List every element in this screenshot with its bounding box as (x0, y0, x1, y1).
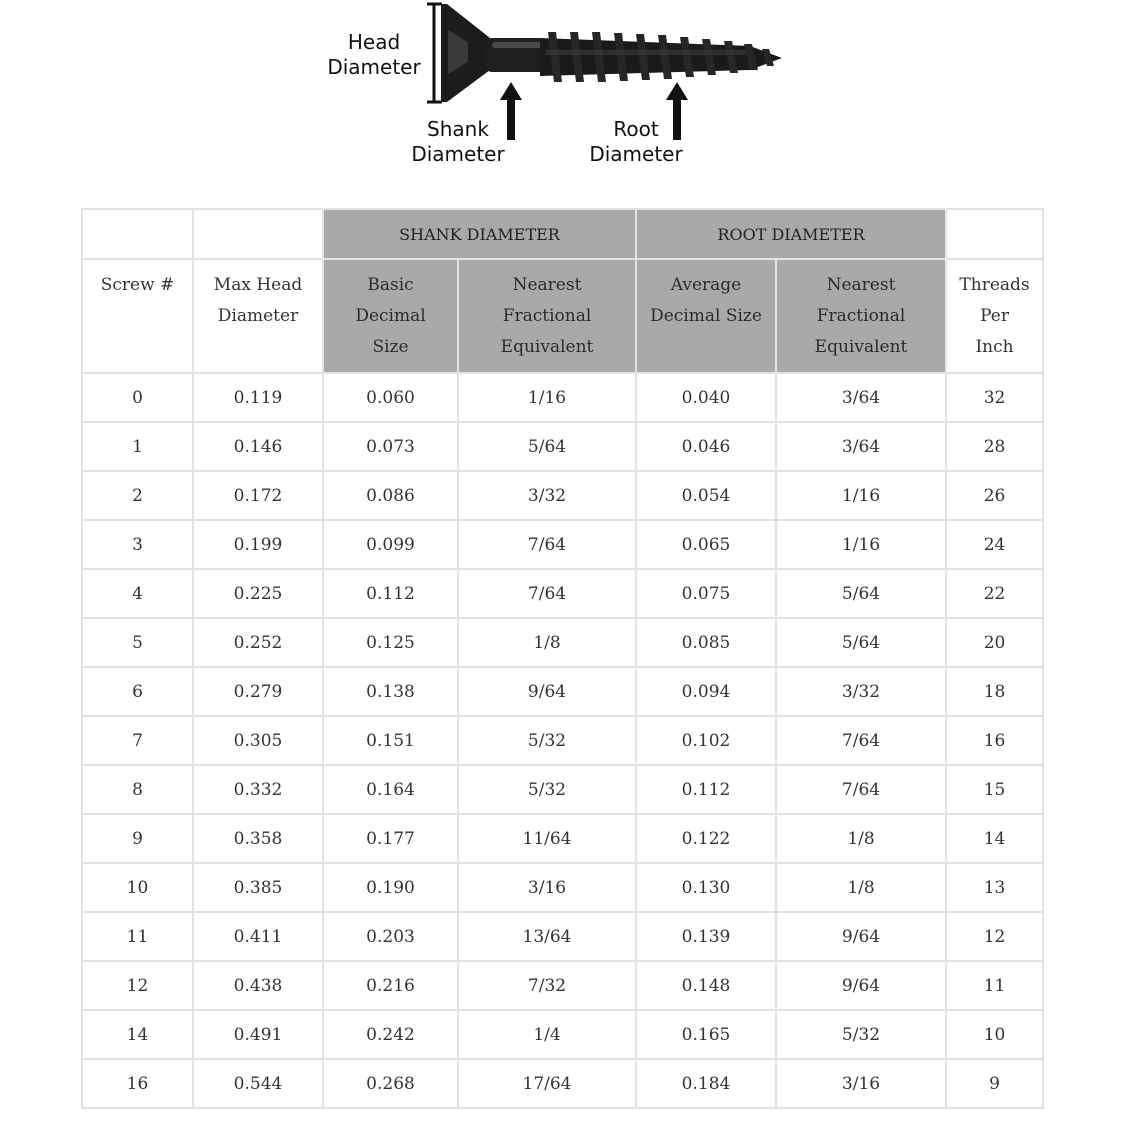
cell-screw-number: 2 (82, 471, 193, 520)
cell-shank-basic-decimal: 0.177 (323, 814, 458, 863)
cell-threads-per-inch: 28 (946, 422, 1043, 471)
table-row (82, 912, 1043, 961)
cell-screw-number: 1 (82, 422, 193, 471)
cell-shank-fractional: 5/64 (458, 422, 636, 471)
table-row (82, 765, 1043, 814)
col-header-line: Decimal (355, 306, 426, 326)
cell-shank-basic-decimal: 0.242 (323, 1010, 458, 1059)
group-header-row (82, 209, 1043, 259)
cell-max-head-diameter: 0.119 (193, 373, 323, 422)
table-row (82, 520, 1043, 569)
cell-root-average-decimal: 0.102 (636, 716, 776, 765)
cell-root-fractional: 7/64 (776, 716, 946, 765)
cell-shank-fractional: 3/32 (458, 471, 636, 520)
col-header-line: Nearest (512, 275, 582, 295)
col-header-line: Equivalent (814, 337, 908, 357)
cell-max-head-diameter: 0.172 (193, 471, 323, 520)
cell-shank-fractional: 7/32 (458, 961, 636, 1010)
cell-shank-basic-decimal: 0.073 (323, 422, 458, 471)
cell-max-head-diameter: 0.385 (193, 863, 323, 912)
cell-screw-number: 16 (82, 1059, 193, 1108)
cell-shank-fractional: 3/16 (458, 863, 636, 912)
cell-screw-number: 8 (82, 765, 193, 814)
cell-shank-basic-decimal: 0.268 (323, 1059, 458, 1108)
cell-screw-number: 3 (82, 520, 193, 569)
cell-root-fractional: 3/64 (776, 422, 946, 471)
cell-root-fractional: 1/8 (776, 863, 946, 912)
cell-root-fractional: 3/32 (776, 667, 946, 716)
cell-root-average-decimal: 0.046 (636, 422, 776, 471)
group-header-blank (946, 209, 1043, 259)
table-row (82, 569, 1043, 618)
cell-screw-number: 10 (82, 863, 193, 912)
table-row (82, 1010, 1043, 1059)
cell-screw-number: 0 (82, 373, 193, 422)
table-row (82, 814, 1043, 863)
col-header-screw-number (82, 259, 193, 373)
cell-root-fractional: 1/8 (776, 814, 946, 863)
screw-size-table (81, 208, 1044, 1109)
col-header-line: Per (980, 306, 1009, 326)
cell-root-average-decimal: 0.040 (636, 373, 776, 422)
cell-shank-fractional: 17/64 (458, 1059, 636, 1108)
col-header-line: Fractional (502, 306, 592, 326)
cell-max-head-diameter: 0.491 (193, 1010, 323, 1059)
cell-max-head-diameter: 0.544 (193, 1059, 323, 1108)
screw-illustration (0, 0, 1134, 200)
cell-root-fractional: 9/64 (776, 912, 946, 961)
col-header-threads-per-inch (946, 259, 1043, 373)
cell-max-head-diameter: 0.146 (193, 422, 323, 471)
root-diameter-group-header: ROOT DIAMETER (636, 209, 946, 259)
table-row (82, 422, 1043, 471)
cell-root-fractional: 9/64 (776, 961, 946, 1010)
column-header-row (82, 259, 1043, 373)
cell-threads-per-inch: 9 (946, 1059, 1043, 1108)
col-header-line: Threads (959, 275, 1030, 295)
cell-root-average-decimal: 0.075 (636, 569, 776, 618)
cell-shank-fractional: 5/32 (458, 716, 636, 765)
cell-root-average-decimal: 0.122 (636, 814, 776, 863)
cell-root-fractional: 5/64 (776, 618, 946, 667)
cell-root-fractional: 3/64 (776, 373, 946, 422)
col-header-line: Max Head (213, 275, 303, 295)
cell-shank-basic-decimal: 0.216 (323, 961, 458, 1010)
cell-threads-per-inch: 14 (946, 814, 1043, 863)
col-header-line: Nearest (826, 275, 896, 295)
table-row (82, 667, 1043, 716)
cell-max-head-diameter: 0.358 (193, 814, 323, 863)
cell-max-head-diameter: 0.279 (193, 667, 323, 716)
cell-root-average-decimal: 0.065 (636, 520, 776, 569)
col-header-line: Fractional (816, 306, 906, 326)
cell-root-fractional: 3/16 (776, 1059, 946, 1108)
col-header-line: Screw # (100, 275, 175, 295)
cell-root-average-decimal: 0.148 (636, 961, 776, 1010)
table-row (82, 716, 1043, 765)
cell-screw-number: 5 (82, 618, 193, 667)
cell-root-fractional: 5/64 (776, 569, 946, 618)
cell-threads-per-inch: 16 (946, 716, 1043, 765)
table-row (82, 471, 1043, 520)
cell-max-head-diameter: 0.332 (193, 765, 323, 814)
cell-shank-basic-decimal: 0.125 (323, 618, 458, 667)
cell-threads-per-inch: 32 (946, 373, 1043, 422)
table-body (82, 373, 1043, 1108)
col-header-line: Average (670, 275, 742, 295)
col-header-line: Basic (367, 275, 414, 295)
cell-screw-number: 11 (82, 912, 193, 961)
col-header-line: Size (372, 337, 409, 357)
cell-max-head-diameter: 0.225 (193, 569, 323, 618)
cell-threads-per-inch: 18 (946, 667, 1043, 716)
table-row (82, 863, 1043, 912)
group-header-blank (193, 209, 323, 259)
col-header-line: Inch (975, 337, 1014, 357)
col-header-shank-basic-decimal (323, 259, 458, 373)
cell-shank-basic-decimal: 0.099 (323, 520, 458, 569)
cell-threads-per-inch: 22 (946, 569, 1043, 618)
cell-screw-number: 14 (82, 1010, 193, 1059)
cell-root-average-decimal: 0.085 (636, 618, 776, 667)
cell-shank-basic-decimal: 0.190 (323, 863, 458, 912)
cell-shank-basic-decimal: 0.086 (323, 471, 458, 520)
cell-threads-per-inch: 11 (946, 961, 1043, 1010)
cell-max-head-diameter: 0.199 (193, 520, 323, 569)
cell-shank-basic-decimal: 0.151 (323, 716, 458, 765)
cell-shank-fractional: 13/64 (458, 912, 636, 961)
table-row (82, 961, 1043, 1010)
cell-max-head-diameter: 0.411 (193, 912, 323, 961)
col-header-line: Decimal Size (650, 306, 762, 326)
cell-shank-fractional: 9/64 (458, 667, 636, 716)
cell-screw-number: 12 (82, 961, 193, 1010)
root-diameter-label: Root Diameter (589, 117, 683, 166)
cell-max-head-diameter: 0.438 (193, 961, 323, 1010)
cell-root-average-decimal: 0.094 (636, 667, 776, 716)
cell-root-average-decimal: 0.130 (636, 863, 776, 912)
cell-shank-fractional: 7/64 (458, 569, 636, 618)
cell-threads-per-inch: 26 (946, 471, 1043, 520)
cell-shank-fractional: 1/16 (458, 373, 636, 422)
col-header-line: Equivalent (500, 337, 594, 357)
col-header-line: Diameter (217, 306, 299, 326)
cell-max-head-diameter: 0.305 (193, 716, 323, 765)
group-header-blank (82, 209, 193, 259)
cell-shank-fractional: 11/64 (458, 814, 636, 863)
cell-shank-fractional: 1/4 (458, 1010, 636, 1059)
cell-threads-per-inch: 20 (946, 618, 1043, 667)
cell-root-average-decimal: 0.054 (636, 471, 776, 520)
cell-shank-basic-decimal: 0.060 (323, 373, 458, 422)
cell-shank-fractional: 7/64 (458, 520, 636, 569)
screw-diagram (0, 0, 1134, 200)
cell-threads-per-inch: 15 (946, 765, 1043, 814)
cell-root-fractional: 1/16 (776, 520, 946, 569)
cell-threads-per-inch: 10 (946, 1010, 1043, 1059)
cell-root-average-decimal: 0.165 (636, 1010, 776, 1059)
shank-diameter-label: Shank Diameter (411, 117, 505, 166)
cell-shank-basic-decimal: 0.138 (323, 667, 458, 716)
cell-screw-number: 7 (82, 716, 193, 765)
col-header-root-average-decimal (636, 259, 776, 373)
cell-screw-number: 9 (82, 814, 193, 863)
cell-shank-fractional: 5/32 (458, 765, 636, 814)
col-header-root-fractional (776, 259, 946, 373)
cell-shank-basic-decimal: 0.164 (323, 765, 458, 814)
cell-root-fractional: 5/32 (776, 1010, 946, 1059)
cell-root-fractional: 7/64 (776, 765, 946, 814)
cell-root-average-decimal: 0.139 (636, 912, 776, 961)
cell-max-head-diameter: 0.252 (193, 618, 323, 667)
cell-shank-basic-decimal: 0.203 (323, 912, 458, 961)
cell-threads-per-inch: 13 (946, 863, 1043, 912)
cell-threads-per-inch: 24 (946, 520, 1043, 569)
cell-root-fractional: 1/16 (776, 471, 946, 520)
cell-threads-per-inch: 12 (946, 912, 1043, 961)
col-header-max-head-diameter (193, 259, 323, 373)
table-row (82, 618, 1043, 667)
shank-diameter-group-header: SHANK DIAMETER (323, 209, 636, 259)
table-row (82, 373, 1043, 422)
head-diameter-label: Head Diameter (327, 30, 421, 79)
col-header-shank-fractional (458, 259, 636, 373)
cell-shank-fractional: 1/8 (458, 618, 636, 667)
cell-root-average-decimal: 0.184 (636, 1059, 776, 1108)
cell-root-average-decimal: 0.112 (636, 765, 776, 814)
cell-screw-number: 4 (82, 569, 193, 618)
table-row (82, 1059, 1043, 1108)
cell-screw-number: 6 (82, 667, 193, 716)
cell-shank-basic-decimal: 0.112 (323, 569, 458, 618)
